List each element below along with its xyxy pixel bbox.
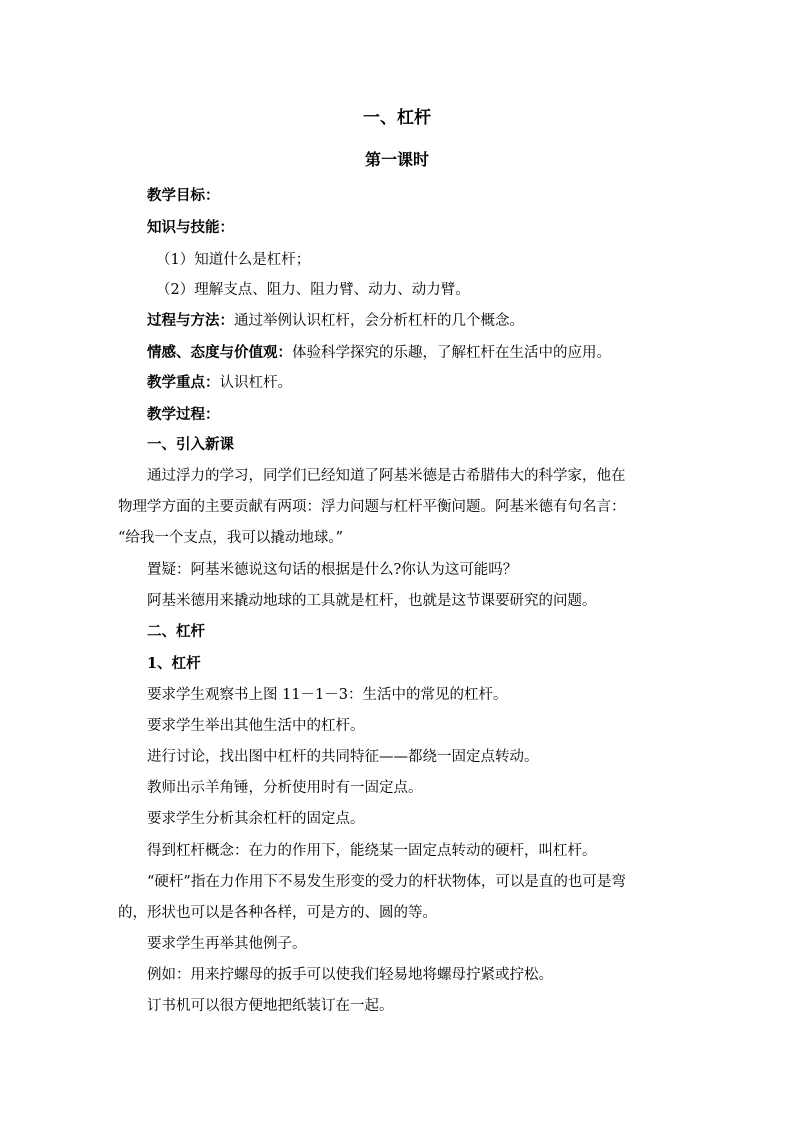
document-title: 一、杠杆 [363,108,431,128]
lever-intro-paragraph: 阿基米德用来撬动地球的工具就是杠杆，也就是这节课要研究的问题。 [147,593,597,609]
intro-paragraph-line-2: 物理学方面的主要贡献有两项：浮力问题与杠杆平衡问题。阿基米德有句名言： [118,499,626,515]
knowledge-item-2: （2）理解支点、阻力、阻力臂、动力、动力臂。 [156,282,470,298]
section2-line-3: 进行讨论，找出图中杠杆的共同特征——都绕一固定点转动。 [147,749,539,765]
section2-line-6: 得到杠杆概念：在力的作用下，能绕某一固定点转动的硬杆，叫杠杆。 [147,843,597,859]
section1-heading: 一、引入新课 [147,436,234,453]
section2-subheading: 1、杠杆 [147,655,201,672]
more-examples-line-2: 例如：用来拧螺母的扳手可以使我们轻易地将螺母拧紧或拧松。 [147,967,553,983]
lesson-subtitle: 第一课时 [364,150,429,169]
intro-paragraph-line-3: “给我一个支点，我可以撬动地球。” [118,530,344,546]
process-heading: 教学过程： [147,406,220,423]
section2-line-1: 要求学生观察书上图 11－1－3：生活中的常见的杠杆。 [147,687,508,703]
emotion-values-text: 体验科学探究的乐趣，了解杠杆在生活中的应用。 [292,345,611,361]
more-examples-line-3: 订书机可以很方便地把纸装订在一起。 [147,998,394,1014]
process-method-label: 过程与方法： [147,312,234,329]
section2-line-5: 要求学生分析其余杠杆的固定点。 [147,811,365,827]
key-point-line [147,373,677,393]
emotion-values-label: 情感、态度与价值观： [147,344,292,361]
hard-rod-line-1: “硬杆”指在力作用下不易发生形变的受力的杆状物体，可以是直的也可是弯 [147,874,626,890]
process-method-line [147,311,677,331]
hard-rod-line-2: 的，形状也可以是各种各样，可是方的、圆的等。 [118,905,437,921]
process-method-text: 通过举例认识杠杆，会分析杠杆的几个概念。 [234,313,524,329]
section2-heading: 二、杠杆 [147,623,205,640]
knowledge-item-1: （1）知道什么是杠杆； [156,252,311,268]
section2-line-2: 要求学生举出其他生活中的杠杆。 [147,718,365,734]
emotion-values-line [147,343,677,363]
question-paragraph: 置疑：阿基米德说这句话的根据是什么?你认为这可能吗？ [147,562,518,578]
intro-paragraph-line-1: 通过浮力的学习，同学们已经知道了阿基米德是古希腊伟大的科学家，他在 [147,468,626,484]
section2-line-4: 教师出示羊角锤，分析使用时有一固定点。 [147,780,423,796]
knowledge-heading: 知识与技能： [147,219,234,236]
objectives-heading: 教学目标： [147,187,220,204]
key-point-label: 教学重点： [147,374,220,391]
key-point-text: 认识杠杆。 [219,375,292,391]
more-examples-line-1: 要求学生再举其他例子。 [147,936,307,952]
